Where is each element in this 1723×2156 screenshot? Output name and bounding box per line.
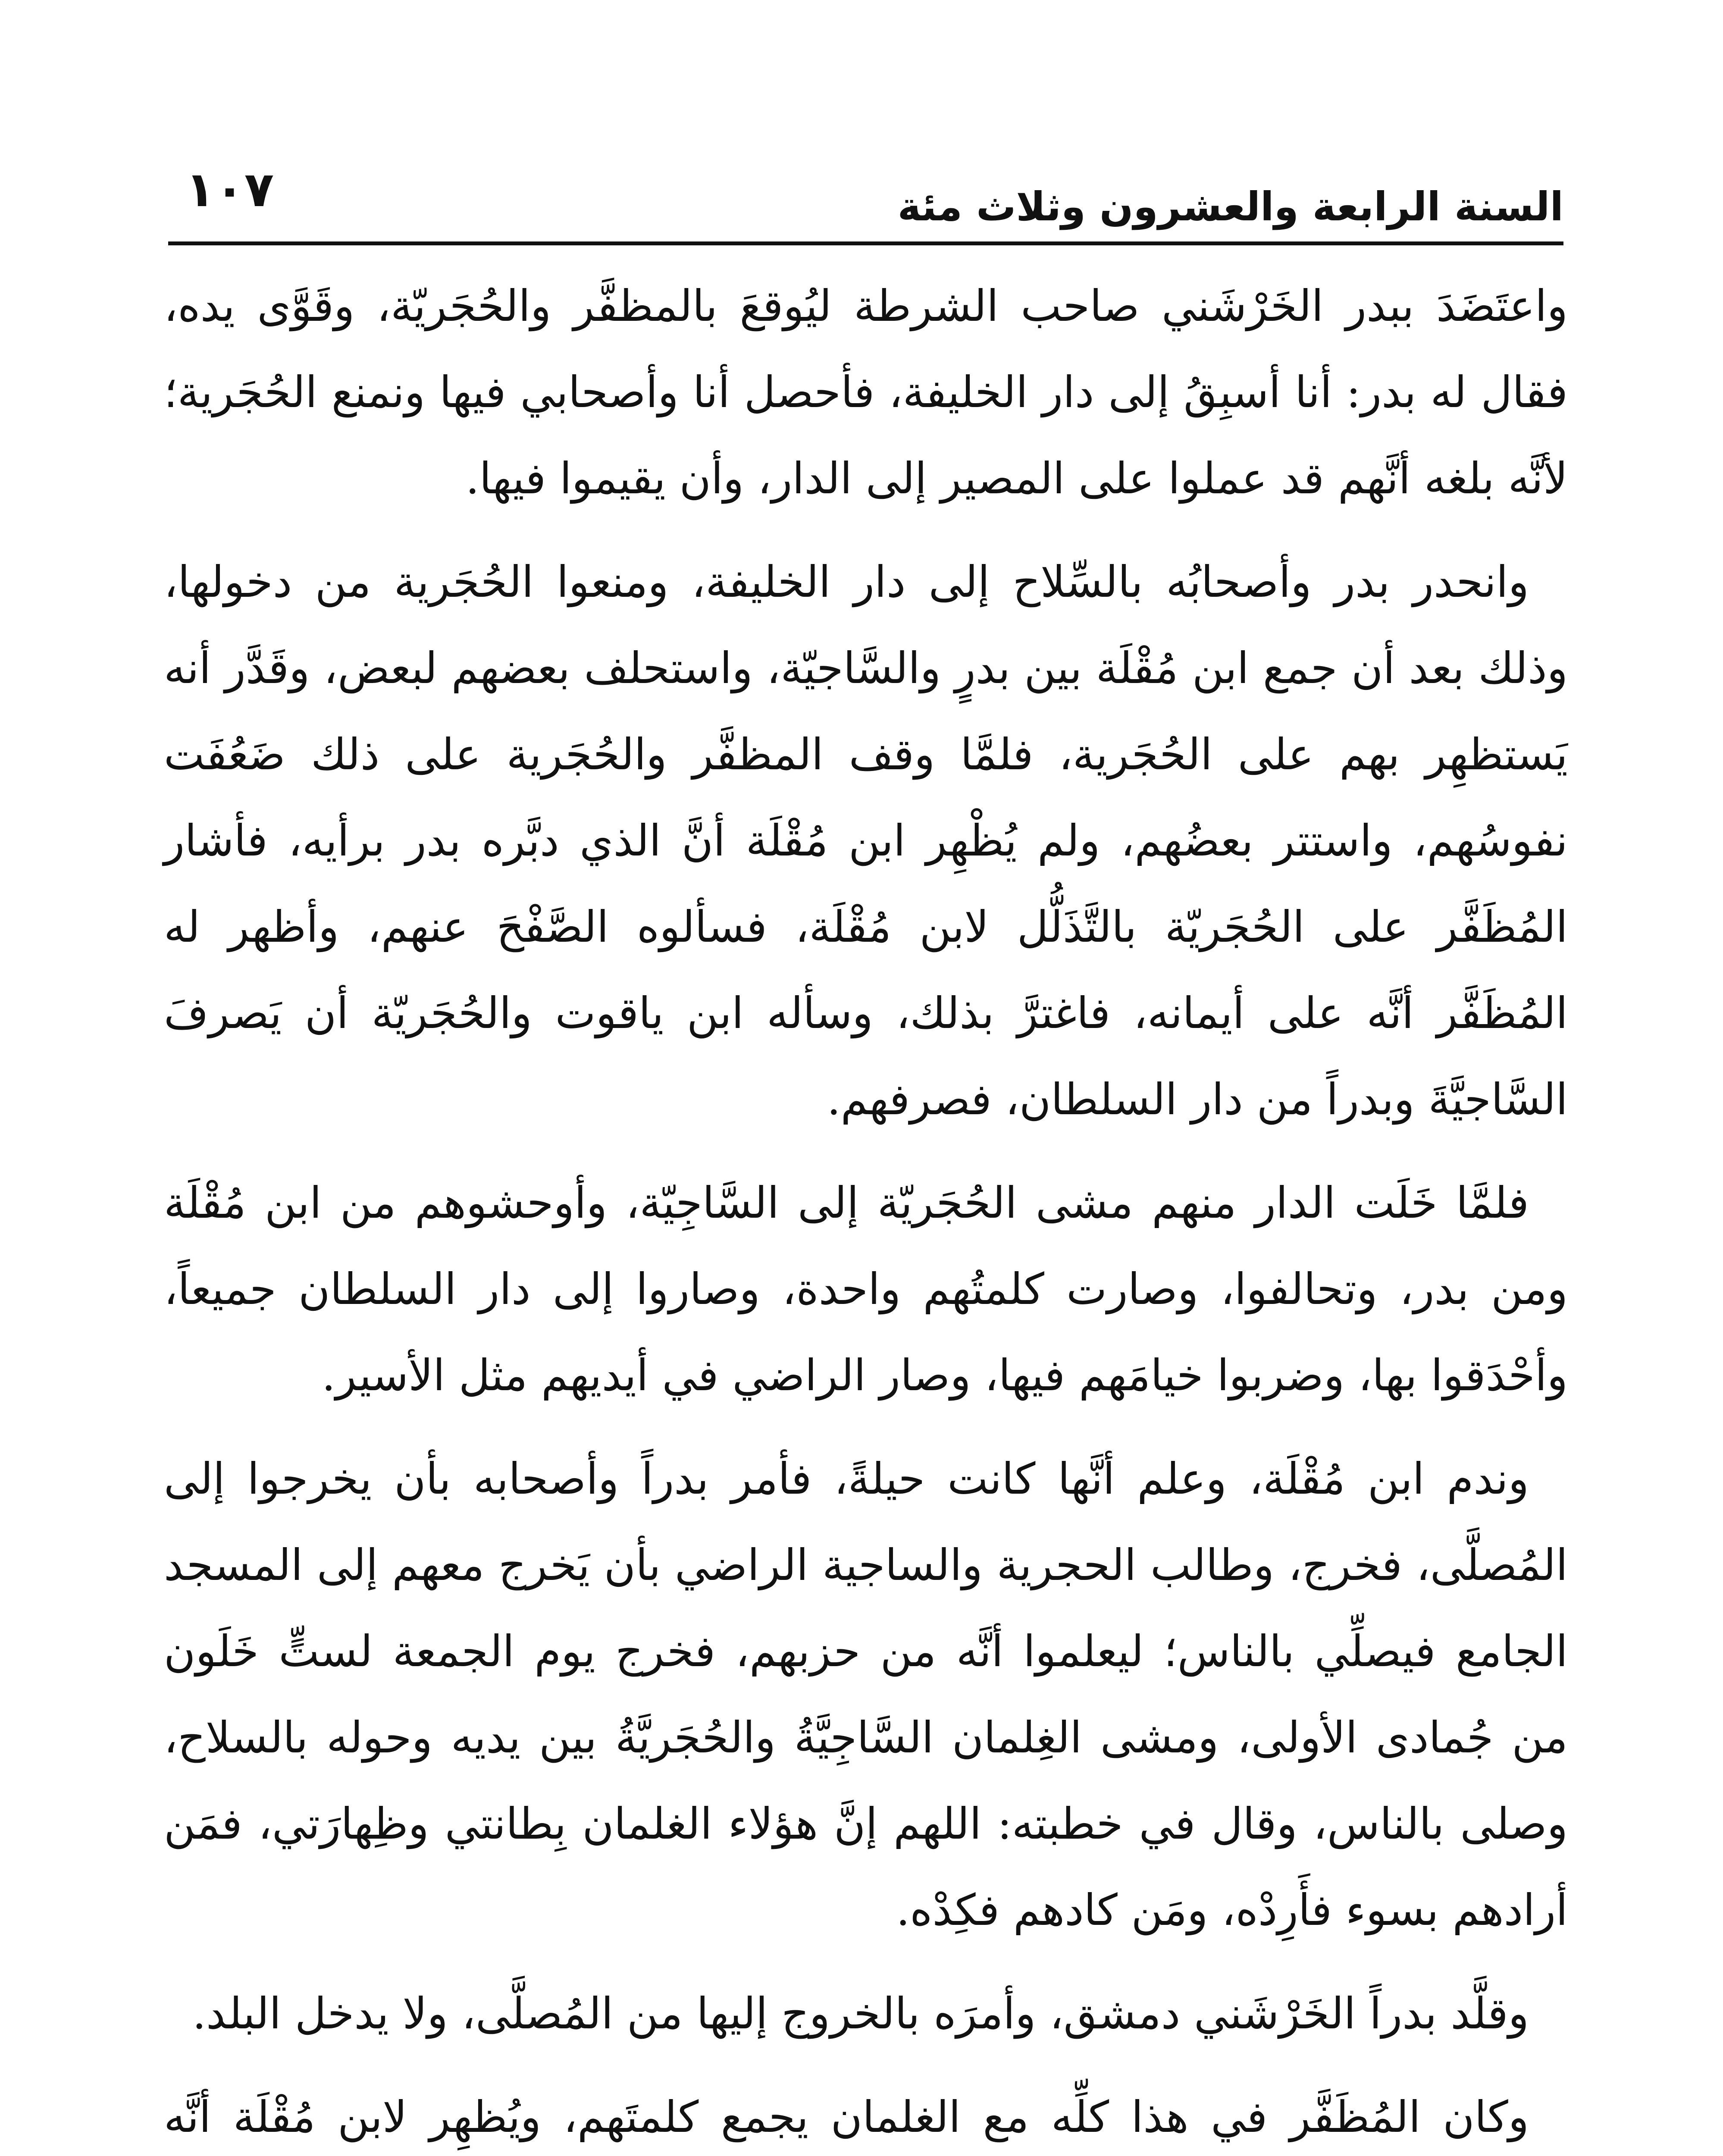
paragraph-4: وندم ابن مُقْلَة، وعلم أنَّها كانت حيلةً، فأمر بدراً وأصحابه بأن يخرجوا إلى المُصلَّى، فخرج، وطالب الحجرية والساجية الراضي بأن يَخرج معهم إلى المسجد الجامع فيصلِّي بالناس؛ ليعلموا أنَّه من حزبهم، فخرج يوم الجمعة لستٍّ خَلَون من جُمادى الأولى، ومشى الغِلمان السَّاجِيَّةُ والحُجَريَّةُ بين يديه وحوله بالسلاح، وصلى بالناس، وقال في خطبته: اللهم إنَّ هؤلاء الغلمان بِطانتي وظِهارَتي، فمَن أرادهم بسوء فأَرِدْه، ومَن كادهم فكِدْه. bbox=[164, 1454, 1568, 1935]
header-divider bbox=[168, 241, 1563, 245]
paragraph-6: وكان المُظَفَّر في هذا كلِّه مع الغلمان يجمع كلمتَهم، ويُظهِر لابن مُقْلَة أنَّه bbox=[164, 2092, 1529, 2142]
paragraph-5: وقلَّد بدراً الخَرْشَني دمشق، وأمرَه بالخروج إليها من المُصلَّى، ولا يدخل البلد. bbox=[192, 1988, 1529, 2039]
page-number: ١٠٧ bbox=[185, 162, 274, 218]
running-title: السنة الرابعة والعشرون وثلاث مئة bbox=[897, 184, 1563, 230]
paragraph-2: وانحدر بدر وأصحابُه بالسِّلاح إلى دار الخليفة، ومنعوا الحُجَرية من دخولها، وذلك بعد أن جمع ابن مُقْلَة بين بدرٍ والسَّاجيّة، واستحلف بعضهم لبعض، وقَدَّر أنه يَستظهِر بهم على الحُجَرية، فلمَّا وقف المظفَّر والحُجَرية على ذلك ضَعُفَت نفوسُهم، واستتر بعضُهم، ولم يُظْهِر ابن مُقْلَة أنَّ الذي دبَّره بدر برأيه، فأشار المُظَفَّر على الحُجَريّة بالتَّذَلُّل لابن مُقْلَة، فسألوه الصَّفْحَ عنهم، وأظهر له المُظَفَّر أنَّه على أيمانه، فاغترَّ بذلك، وسأله ابن ياقوت والحُجَريّة أن يَصرفَ السَّاجيَّةَ وبدراً من دار السلطان، فصرفهم. bbox=[164, 557, 1568, 1125]
paragraph-3: فلمَّا خَلَت الدار منهم مشى الحُجَريّة إلى السَّاجِيّة، وأوحشوهم من ابن مُقْلَة ومن بدر، وتحالفوا، وصارت كلمتُهم واحدة، وصاروا إلى دار السلطان جميعاً، وأحْدَقوا بها، وضربوا خيامَهم فيها، وصار الراضي في أيديهم مثل الأسير. bbox=[164, 1178, 1568, 1401]
page-header bbox=[168, 142, 1563, 254]
body-text bbox=[164, 263, 1568, 2156]
paragraph-1: واعتَضَدَ ببدر الخَرْشَني صاحب الشرطة ليُوقعَ بالمظفَّر والحُجَريّة، وقَوَّى يده، فقال له بدر: أنا أسبِقُ إلى دار الخليفة، فأحصل أنا وأصحابي فيها ونمنع الحُجَرية؛ لأنَّه بلغه أنَّهم قد عملوا على المصير إلى الدار، وأن يقيموا فيها. bbox=[164, 281, 1568, 504]
